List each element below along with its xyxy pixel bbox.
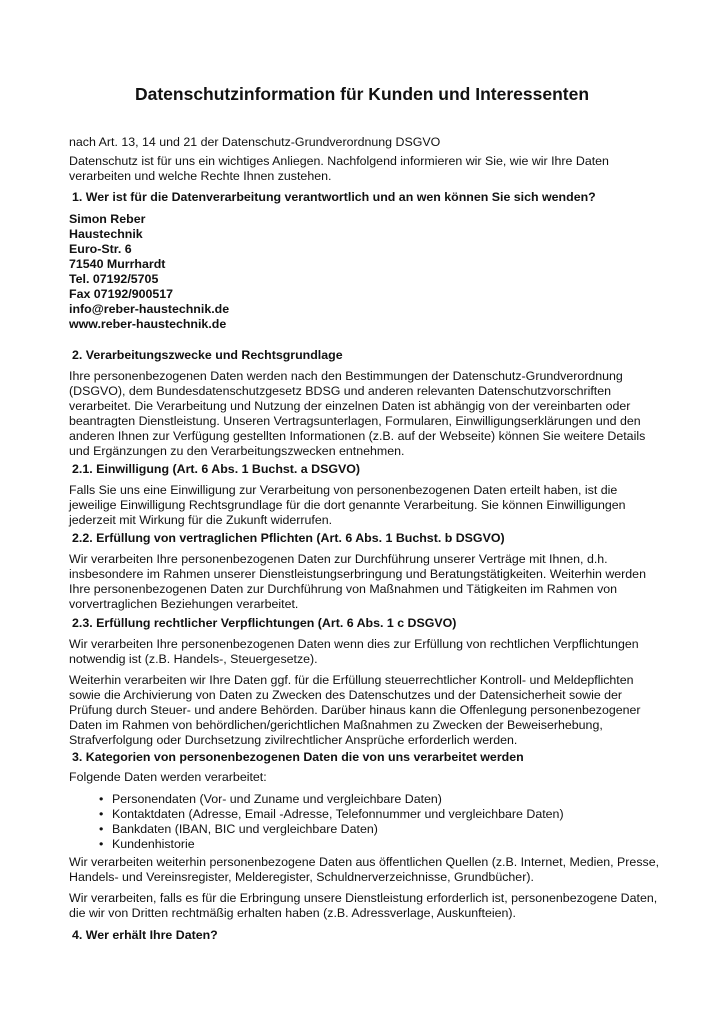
subtitle-text: nach Art. 13, 14 und 21 der Datenschutz-Grundverordnung DSGVO [69, 135, 441, 149]
document-title: Datenschutzinformation für Kunden und Interessenten [134, 84, 590, 104]
intro-line: Datenschutz ist für uns ein wichtiges Anliegen. Nachfolgend informieren wir Sie, wie wir Ihre Daten [69, 154, 609, 168]
section-2-3-heading: 2.3. Erfüllung rechtlicher Verpflichtungen (Art. 6 Abs. 1 c DSGVO) [72, 616, 457, 630]
section-2-1-heading: 2.1. Einwilligung (Art. 6 Abs. 1 Buchst. a DSGVO) [72, 462, 361, 476]
address-phone: Tel. 07192/5705 [69, 272, 159, 286]
list-item-text: Kundenhistorie [112, 837, 195, 851]
list-item [69, 792, 669, 807]
section-3-body-2 [69, 891, 669, 921]
section-2-body [69, 369, 669, 459]
section-3 [69, 750, 669, 765]
section-2-3 [69, 616, 669, 631]
lead-text: Folgende Daten werden verarbeitet: [69, 770, 267, 784]
section-2-2 [69, 531, 669, 546]
section-2-1 [69, 462, 669, 477]
address-fax: Fax 07192/900517 [69, 287, 174, 301]
body-line: anderen Ihnen zur Verfügung gestellten Informationen (z.B. auf der Webseite) können Sie weitere Details [69, 429, 646, 443]
controller-address [69, 212, 669, 332]
section-1 [69, 190, 669, 205]
section-2-1-body [69, 483, 669, 528]
body-line: Weiterhin verarbeiten wir Ihre Daten ggf. für die Erfüllung steuerrechtlicher Kontroll- und Meldepflichten [69, 673, 634, 687]
body-line: Wir verarbeiten Ihre personenbezogenen Daten wenn dies zur Erfüllung von rechtlichen Verpflichtungen [69, 637, 639, 651]
bullet-icon: • [99, 792, 104, 806]
address-email[interactable]: info@reber-haustechnik.de [69, 302, 230, 316]
section-2-heading: 2. Verarbeitungszwecke und Rechtsgrundlage [72, 348, 343, 362]
list-item-text: Bankdaten (IBAN, BIC und vergleichbare Daten) [112, 822, 378, 836]
list-item [69, 837, 669, 852]
body-line: verarbeitet. Die Verarbeitung und Nutzung der einzelnen Daten ist abhängig von der vereinbarten oder [69, 399, 631, 413]
section-4 [69, 928, 669, 943]
body-line: notwendig ist (z.B. Handels-, Steuergesetze). [69, 652, 318, 666]
intro-paragraph [69, 154, 669, 184]
data-categories-list [69, 792, 669, 852]
section-3-heading: 3. Kategorien von personenbezogenen Daten die von uns verarbeitet werden [72, 750, 524, 764]
body-line: Strafverfolgung oder Durchsetzung zivilrechtlicher Ansprüche erforderlich werden. [69, 733, 518, 747]
list-item [69, 822, 669, 837]
bullet-icon: • [99, 837, 104, 851]
body-line: Wir verarbeiten weiterhin personenbezogene Daten aus öffentlichen Quellen (z.B. Internet, Medien, Presse, [69, 855, 660, 869]
body-line: die wir von Dritten rechtmäßig erhalten haben (z.B. Adressverlage, Auskunfteien). [69, 906, 516, 920]
address-website[interactable]: www.reber-haustechnik.de [69, 317, 227, 331]
section-2-2-heading: 2.2. Erfüllung von vertraglichen Pflichten (Art. 6 Abs. 1 Buchst. b DSGVO) [72, 531, 505, 545]
body-line: Falls Sie uns eine Einwilligung zur Verarbeitung von personenbezogenen Daten erteilt haben, ist die [69, 483, 618, 497]
body-line: Wir verarbeiten, falls es für die Erbringung unsere Dienstleistung erforderlich ist, personenbezogene Daten, [69, 891, 658, 905]
address-city: 71540 Murrhardt [69, 257, 166, 271]
address-name: Simon Reber [69, 212, 146, 226]
intro-line: verarbeiten und welche Rechte Ihnen zustehen. [69, 169, 332, 183]
body-line: und Ergänzungen zu den Verarbeitungszwecken entnehmen. [69, 444, 405, 458]
body-line: jeweilige Einwilligung Rechtsgrundlage für die dort genannte Verarbeitung. Sie können Einwilligungen [69, 498, 626, 512]
body-line: jederzeit mit Wirkung für die Zukunft widerrufen. [69, 513, 333, 527]
list-item-text: Personendaten (Vor- und Zuname und vergleichbare Daten) [112, 792, 442, 806]
section-2-3-body-1 [69, 637, 669, 667]
section-3-lead [69, 770, 669, 785]
body-line: (DSGVO), dem Bundesdatenschutzgesetz BDSG und anderen relevanten Datenschutzvorschriften [69, 384, 612, 398]
body-line: beantragten Dienstleistung. Unseren Vertragsunterlagen, Formularen, Einwilligungserklärungen und den [69, 414, 641, 428]
section-4-heading: 4. Wer erhält Ihre Daten? [72, 928, 218, 942]
body-line: Ihre personenbezogenen Daten werden nach den Bestimmungen der Datenschutz-Grundverordnung [69, 369, 623, 383]
body-line: Ihre personenbezogenen Daten zur Durchführung von Maßnahmen und Tätigkeiten im Rahmen von [69, 582, 618, 596]
subtitle [69, 135, 669, 150]
list-item-text: Kontaktdaten (Adresse, Email -Adresse, Telefonnummer und vergleichbare Daten) [112, 807, 564, 821]
bullet-icon: • [99, 807, 104, 821]
list-item [69, 807, 669, 822]
address-street: Euro-Str. 6 [69, 242, 132, 256]
body-line: Wir verarbeiten Ihre personenbezogenen Daten zur Durchführung unserer Verträge mit Ihnen, d.h. [69, 552, 608, 566]
body-line: Handels- und Vereinsregister, Melderegister, Schuldnerverzeichnisse, Grundbücher). [69, 870, 534, 884]
section-2-2-body [69, 552, 669, 612]
body-line: insbesondere im Rahmen unserer Dienstleistungserbringung und Beratungstätigkeiten. Weiterhin werden [69, 567, 646, 581]
section-2 [69, 348, 669, 363]
bullet-icon: • [99, 822, 104, 836]
address-company: Haustechnik [69, 227, 143, 241]
section-1-heading: 1. Wer ist für die Datenverarbeitung verantwortlich und an wen können Sie sich wenden? [72, 190, 596, 204]
section-2-3-body-2 [69, 673, 669, 748]
body-line: Daten im Rahmen von behördlichen/gerichtlichen Maßnahmen zu Zwecken der Beweiserhebung, [69, 718, 603, 732]
body-line: Prüfung durch Steuer- und andere Behörden. Darüber hinaus kann die Offenlegung personenbezogener [69, 703, 641, 717]
body-line: vorvertraglichen Beziehungen verarbeitet. [69, 597, 299, 611]
section-3-body-1 [69, 855, 669, 885]
body-line: sowie die Archivierung von Daten zu Zwecken des Datenschutzes und der Datensicherheit sowie der [69, 688, 623, 702]
